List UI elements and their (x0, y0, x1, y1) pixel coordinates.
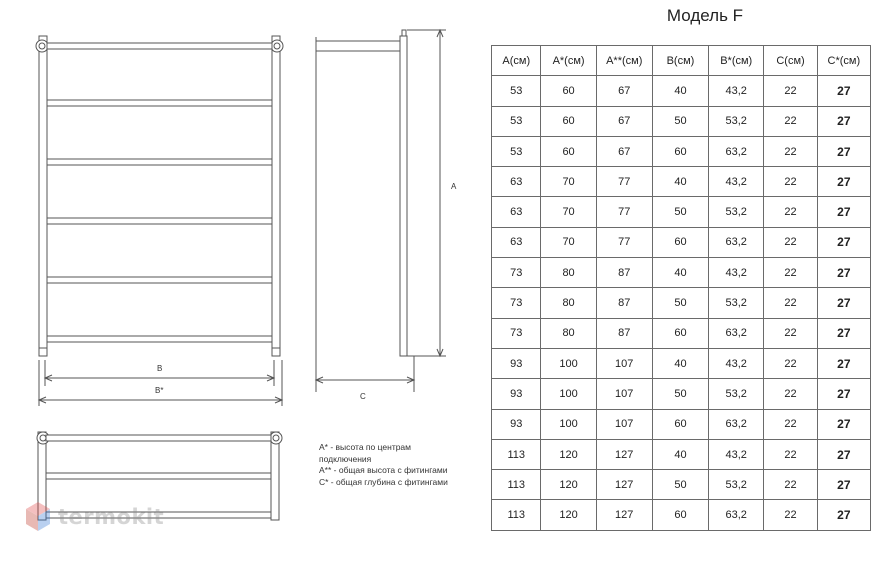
table-cell: 27 (817, 167, 870, 197)
table-cell: 73 (492, 258, 541, 288)
label-a: A (451, 182, 457, 191)
table-row (492, 318, 871, 348)
spec-table (491, 45, 871, 531)
table-cell: 120 (541, 470, 596, 500)
table-cell: 40 (652, 258, 708, 288)
table-cell: 67 (596, 136, 652, 166)
table-cell: 80 (541, 288, 596, 318)
table-cell: 63,2 (709, 500, 764, 530)
front-rung (47, 43, 272, 49)
table-cell: 27 (817, 439, 870, 469)
table-cell: 40 (652, 167, 708, 197)
table-cell: 22 (764, 470, 817, 500)
table-cell: 27 (817, 136, 870, 166)
table-cell: 107 (596, 409, 652, 439)
table-cell: 60 (652, 136, 708, 166)
front-top-left-fitting (36, 40, 48, 52)
table-cell: 113 (492, 470, 541, 500)
table-cell: 43,2 (709, 439, 764, 469)
table-row (492, 288, 871, 318)
table-cell: 40 (652, 348, 708, 378)
table-cell: 27 (817, 348, 870, 378)
label-b: B (157, 364, 163, 373)
table-cell: 27 (817, 288, 870, 318)
table-cell: 53,2 (709, 288, 764, 318)
table-cell: 22 (764, 318, 817, 348)
watermark-logo (24, 497, 164, 537)
table-cell: 60 (541, 136, 596, 166)
table-cell: 22 (764, 167, 817, 197)
table-cell: 27 (817, 500, 870, 530)
table-cell: 63 (492, 167, 541, 197)
table-cell: 87 (596, 318, 652, 348)
table-cell: 63 (492, 197, 541, 227)
column-header: A*(см) (541, 46, 596, 76)
front-top-right-fitting (271, 40, 283, 52)
table-cell: 27 (817, 76, 870, 106)
table-cell: 120 (541, 439, 596, 469)
table-cell: 60 (652, 227, 708, 257)
note-a-double-star: A** - общая высота с фитингами (319, 465, 448, 475)
table-cell: 70 (541, 227, 596, 257)
table-row (492, 500, 871, 530)
table-cell: 77 (596, 197, 652, 227)
column-header: A**(см) (596, 46, 652, 76)
table-cell: 22 (764, 136, 817, 166)
table-cell: 22 (764, 439, 817, 469)
table-cell: 93 (492, 348, 541, 378)
table-cell: 80 (541, 318, 596, 348)
table-cell: 87 (596, 288, 652, 318)
table-cell: 80 (541, 258, 596, 288)
table-cell: 127 (596, 500, 652, 530)
column-header: C*(см) (817, 46, 870, 76)
table-row (492, 258, 871, 288)
table-cell: 50 (652, 106, 708, 136)
table-cell: 60 (652, 409, 708, 439)
table-cell: 27 (817, 106, 870, 136)
table-cell: 73 (492, 318, 541, 348)
table-cell: 100 (541, 348, 596, 378)
front-rung (47, 100, 272, 106)
front-rung (47, 159, 272, 165)
table-cell: 22 (764, 197, 817, 227)
table-cell: 43,2 (709, 348, 764, 378)
table-cell: 70 (541, 197, 596, 227)
table-cell: 63,2 (709, 409, 764, 439)
table-cell: 100 (541, 409, 596, 439)
column-header: C(см) (764, 46, 817, 76)
table-cell: 77 (596, 227, 652, 257)
column-header: B(см) (652, 46, 708, 76)
table-cell: 50 (652, 470, 708, 500)
notes (319, 442, 459, 488)
table-cell: 60 (541, 76, 596, 106)
table-cell: 27 (817, 379, 870, 409)
table-cell: 53,2 (709, 379, 764, 409)
table-row (492, 439, 871, 469)
top-view-rung (46, 435, 271, 441)
table-row (492, 470, 871, 500)
table-cell: 27 (817, 258, 870, 288)
table-header-row (492, 46, 871, 76)
column-header: A(см) (492, 46, 541, 76)
cube-logo-icon (24, 500, 52, 534)
front-right-upright (272, 36, 280, 356)
table-cell: 43,2 (709, 258, 764, 288)
table-cell: 53 (492, 136, 541, 166)
table-cell: 67 (596, 76, 652, 106)
table-cell: 50 (652, 197, 708, 227)
table-cell: 120 (541, 500, 596, 530)
note-c-star: C* - общая глубина с фитингами (319, 476, 448, 487)
table-cell: 70 (541, 167, 596, 197)
table-cell: 87 (596, 258, 652, 288)
table-row (492, 348, 871, 378)
table-cell: 63,2 (709, 136, 764, 166)
top-view-right-post (271, 432, 279, 520)
table-cell: 40 (652, 76, 708, 106)
table-cell: 53 (492, 76, 541, 106)
table-cell: 113 (492, 500, 541, 530)
logo-text: termokit (58, 505, 165, 529)
table-cell: 27 (817, 470, 870, 500)
table-cell: 60 (652, 500, 708, 530)
side-upright (400, 36, 407, 356)
table-cell: 107 (596, 379, 652, 409)
table-cell: 127 (596, 470, 652, 500)
table-cell: 63 (492, 227, 541, 257)
table-cell: 53,2 (709, 197, 764, 227)
table-row (492, 197, 871, 227)
table-cell: 100 (541, 379, 596, 409)
table-row (492, 167, 871, 197)
table-cell: 22 (764, 76, 817, 106)
table-cell: 22 (764, 288, 817, 318)
table-row (492, 379, 871, 409)
table-cell: 53,2 (709, 470, 764, 500)
table-cell: 77 (596, 167, 652, 197)
table-cell: 73 (492, 288, 541, 318)
table-cell: 22 (764, 348, 817, 378)
table-cell: 93 (492, 379, 541, 409)
model-title: Модель F (666, 6, 744, 25)
table-cell: 50 (652, 288, 708, 318)
table-cell: 53 (492, 106, 541, 136)
table-row (492, 136, 871, 166)
table-cell: 43,2 (709, 167, 764, 197)
table-row (492, 227, 871, 257)
table-cell: 50 (652, 379, 708, 409)
front-left-upright (39, 36, 47, 356)
table-cell: 107 (596, 348, 652, 378)
table-cell: 22 (764, 379, 817, 409)
label-b-star: B* (155, 386, 164, 395)
table-cell: 63,2 (709, 318, 764, 348)
table-cell: 67 (596, 106, 652, 136)
label-c: C (360, 392, 366, 401)
table-cell: 27 (817, 318, 870, 348)
front-rung (47, 336, 272, 342)
table-cell: 113 (492, 439, 541, 469)
table-cell: 60 (541, 106, 596, 136)
table-row (492, 106, 871, 136)
table-cell: 27 (817, 227, 870, 257)
table-cell: 22 (764, 258, 817, 288)
table-row (492, 409, 871, 439)
table-cell: 43,2 (709, 76, 764, 106)
note-a-star: A* - высота по центрам подключения (319, 442, 412, 464)
table-cell: 63,2 (709, 227, 764, 257)
table-cell: 27 (817, 409, 870, 439)
table-cell: 40 (652, 439, 708, 469)
table-cell: 127 (596, 439, 652, 469)
table-cell: 53,2 (709, 106, 764, 136)
side-top-rung (316, 41, 400, 51)
front-rung (47, 218, 272, 224)
table-cell: 22 (764, 500, 817, 530)
top-view-rung (46, 473, 271, 479)
table-cell: 22 (764, 409, 817, 439)
table-cell: 93 (492, 409, 541, 439)
table-cell: 22 (764, 106, 817, 136)
column-header: B*(см) (709, 46, 764, 76)
table-row (492, 76, 871, 106)
front-rung (47, 277, 272, 283)
table-cell: 27 (817, 197, 870, 227)
table-body (492, 76, 871, 530)
table-cell: 22 (764, 227, 817, 257)
table-cell: 60 (652, 318, 708, 348)
